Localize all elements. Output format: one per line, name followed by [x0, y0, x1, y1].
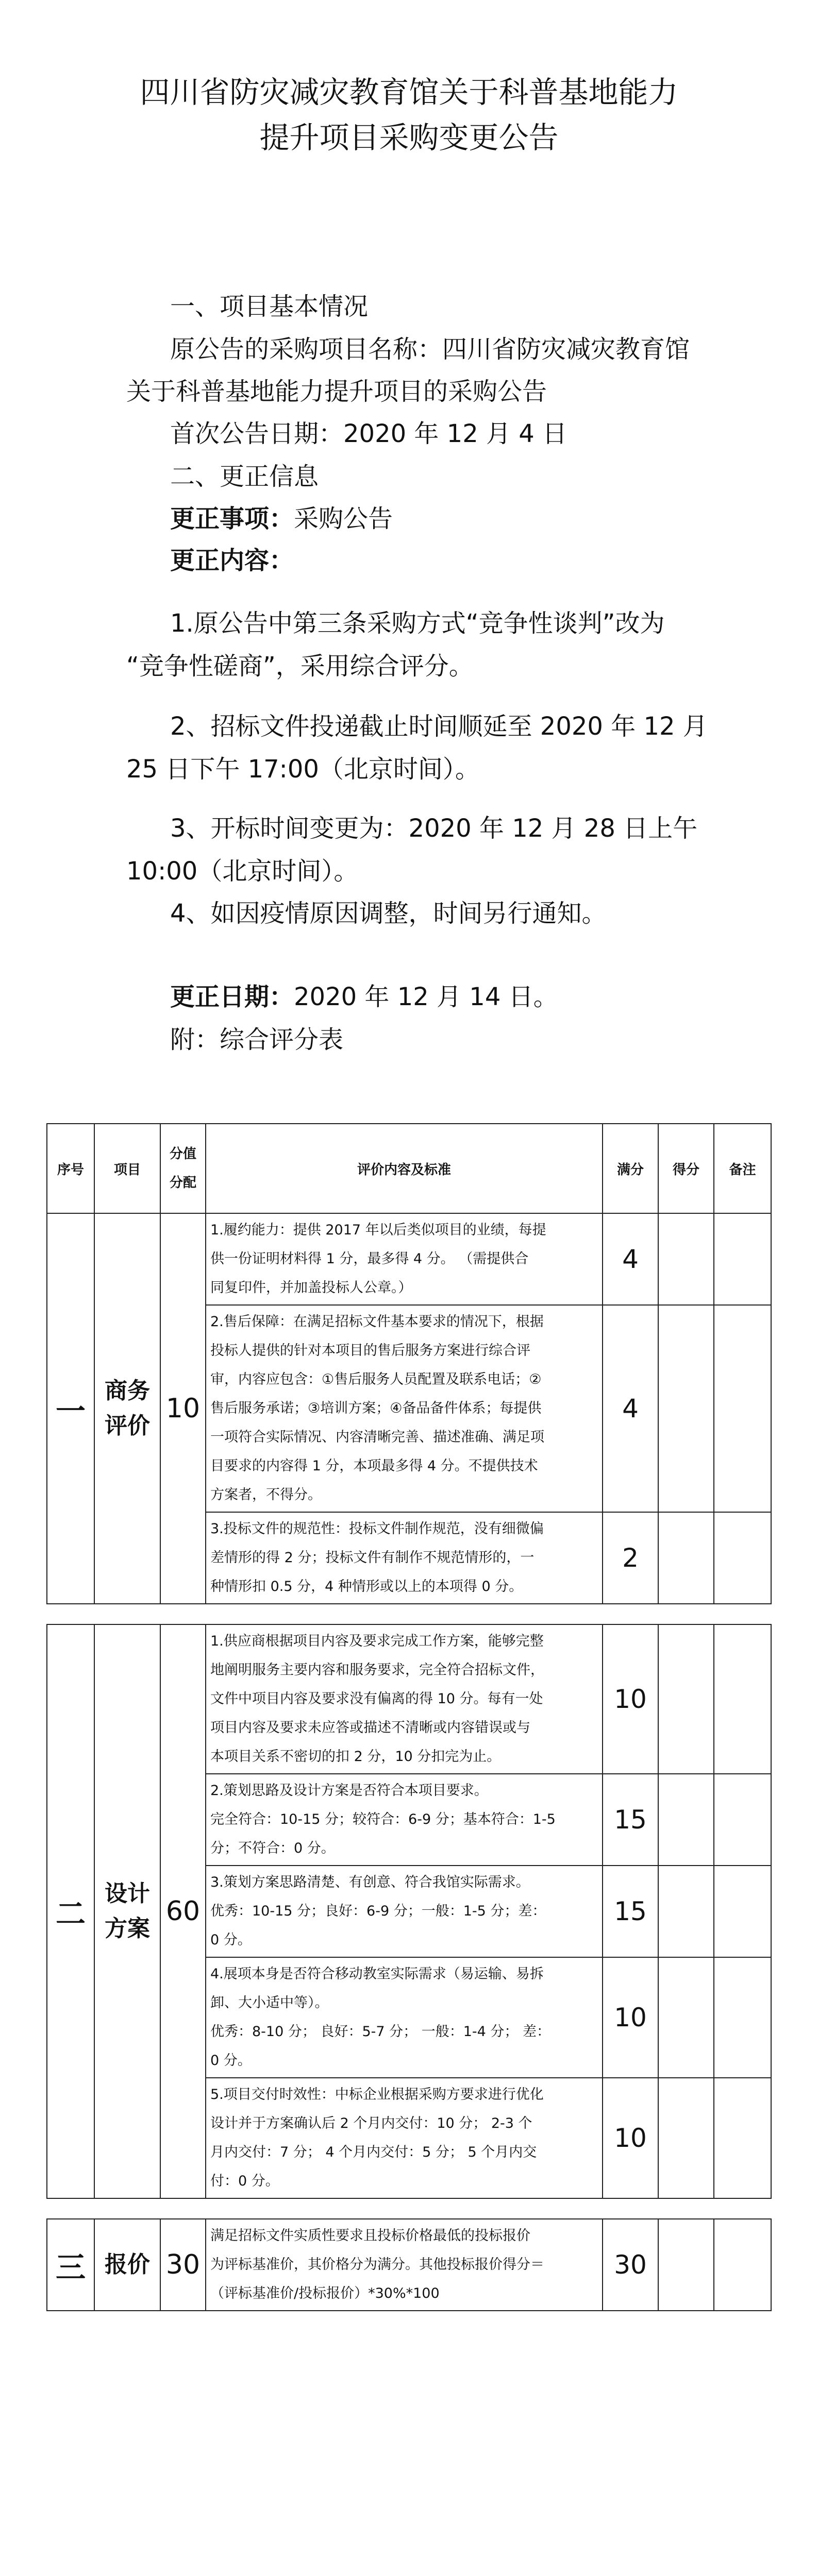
criterion-text: [206, 2078, 603, 2198]
header-no: 序号: [47, 1124, 94, 1213]
criterion-text: [206, 1512, 603, 1604]
header-full-score: 满分: [603, 1124, 658, 1213]
correction-item-label: 更正事项：: [170, 504, 294, 533]
change-2-line-2: 25 日下午 17:00（北京时间）。: [126, 755, 480, 784]
criterion-line: 4.展项本身是否符合移动教室实际需求（易运输、易拆: [210, 1966, 544, 1982]
full-score-value: 15: [603, 1866, 658, 1957]
section-spacer: [47, 1604, 771, 1624]
remark-cell: [714, 1957, 771, 2078]
section-2-heading: 二、更正信息: [170, 462, 319, 491]
header-points-line-2: 分配: [169, 1175, 196, 1191]
table-header-row: [47, 1124, 771, 1213]
full-score-value: 30: [603, 2219, 658, 2311]
criterion-line: 为评标基准价，其价格分为满分。其他投标报价得分＝: [210, 2257, 544, 2273]
attachment-note: 附：综合评分表: [170, 1025, 344, 1054]
change-2-line-1: 2、招标文件投递截止时间顺延至 2020 年 12 月: [170, 712, 708, 741]
section-spacer-row: [47, 1604, 771, 1624]
criterion-line: 文件中项目内容及要求没有偏离的得 10 分。每有一处: [210, 1691, 543, 1707]
section-points: 60: [160, 1624, 206, 2198]
remark-cell: [714, 2078, 771, 2198]
header-item: 项目: [94, 1124, 160, 1213]
criterion-line: 0 分。: [210, 1932, 252, 1948]
criterion-line: 3.投标文件的规范性：投标文件制作规范，没有细微偏: [210, 1521, 544, 1537]
section-number: 一: [47, 1213, 94, 1604]
score-cell: [658, 1774, 714, 1866]
criterion-line: 5.项目交付时效性：中标企业根据采购方要求进行优化: [210, 2087, 544, 2103]
score-cell: [658, 1213, 714, 1305]
table-row: [47, 1213, 771, 1305]
title-line-1: 四川省防灾减灾教育馆关于科普基地能力: [140, 75, 678, 110]
scoring-table-body: [47, 1213, 771, 2311]
remark-cell: [714, 2219, 771, 2311]
score-cell: [658, 1305, 714, 1512]
criterion-line: 付：0 分。: [210, 2173, 279, 2189]
criterion-line: 投标人提供的针对本项目的售后服务方案进行综合评: [210, 1343, 530, 1359]
remark-cell: [714, 1624, 771, 1774]
criterion-line: 2.策划思路及设计方案是否符合本项目要求。: [210, 1783, 488, 1799]
criterion-line: 3.策划方案思路清楚、有创意、符合我馆实际需求。: [210, 1874, 530, 1890]
criterion-line: 0 分。: [210, 2053, 252, 2069]
remark-cell: [714, 1305, 771, 1512]
correction-date: [170, 981, 558, 1012]
score-cell: [658, 2219, 714, 2311]
score-cell: [658, 1957, 714, 2078]
criterion-line: 审，内容应包含：①售后服务人员配置及联系电话；②: [210, 1371, 542, 1387]
section-name: [94, 2219, 160, 2311]
section-number: 二: [47, 1624, 94, 2198]
correction-item-value: 采购公告: [294, 504, 393, 533]
criterion-line: 优秀：10-15 分；良好：6-9 分；一般：1-5 分；差：: [210, 1903, 546, 1919]
remark-cell: [714, 1512, 771, 1604]
criterion-line: 一项符合实际情况、内容清晰完善、描述准确、满足项: [210, 1429, 544, 1445]
criterion-line: 地阐明服务主要内容和服务要求，完全符合招标文件，: [210, 1662, 544, 1678]
change-1-line-1: 1.原公告中第三条采购方式“竞争性谈判”改为: [170, 609, 665, 638]
change-3-line-1: 3、开标时间变更为：2020 年 12 月 28 日上午: [170, 814, 698, 843]
criterion-line: 卸、大小适中等）。: [210, 1995, 329, 2011]
criterion-line: 分；不符合：0 分。: [210, 1840, 335, 1856]
full-score-value: 10: [603, 2078, 658, 2198]
remark-cell: [714, 1866, 771, 1957]
section-points: 30: [160, 2219, 206, 2311]
criterion-line: 本项目关系不密切的扣 2 分，10 分扣完为止。: [210, 1749, 501, 1765]
criterion-line: 同复印件，并加盖投标人公章。）: [210, 1280, 412, 1296]
criterion-text: [206, 1305, 603, 1512]
header-remark: 备注: [714, 1124, 771, 1213]
remark-cell: [714, 1774, 771, 1866]
change-1-line-2: “竞争性磋商”，采用综合评分。: [126, 652, 474, 681]
section-1-heading: 一、项目基本情况: [170, 292, 369, 321]
section-spacer-row: [47, 2198, 771, 2219]
criterion-text: [206, 1866, 603, 1957]
correction-content-label: 更正内容：: [170, 546, 294, 575]
criterion-line: 优秀：8-10 分； 良好：5-7 分； 一般：1-4 分； 差：: [210, 2024, 550, 2040]
criterion-line: 设计并于方案确认后 2 个月内交付：10 分； 2-3 个: [210, 2115, 532, 2131]
criterion-line: 项目内容及要求未应答或描述不清晰或内容错误或与: [210, 1720, 530, 1736]
first-announcement-date: 首次公告日期：2020 年 12 月 4 日: [170, 419, 567, 448]
remark-cell: [714, 1213, 771, 1305]
score-cell: [658, 1512, 714, 1604]
correction-item: [170, 503, 393, 534]
score-cell: [658, 2078, 714, 2198]
full-score-value: 4: [603, 1305, 658, 1512]
criterion-line: 种情形扣 0.5 分，4 种情形或以上的本项得 0 分。: [210, 1579, 523, 1595]
title-line-2: 提升项目采购变更公告: [259, 120, 559, 155]
table-row: [47, 1624, 771, 1774]
score-cell: [658, 1624, 714, 1774]
section-name-line-1: 商务: [105, 1378, 150, 1404]
criterion-line: 2.售后保障：在满足招标文件基本要求的情况下，根据: [210, 1314, 544, 1330]
scoring-table: [46, 1123, 772, 2311]
criterion-line: 1.供应商根据项目内容及要求完成工作方案，能够完整: [210, 1633, 544, 1649]
section-spacer: [47, 2198, 771, 2219]
criterion-line: 1.履约能力：提供 2017 年以后类似项目的业绩，每提: [210, 1222, 546, 1238]
correction-date-label: 更正日期：: [170, 982, 294, 1011]
section-name-line-2: 评价: [105, 1413, 150, 1439]
correction-date-value: 2020 年 12 月 14 日。: [294, 982, 558, 1011]
criterion-line: （评标基准价/投标报价）*30%*100: [210, 2285, 440, 2301]
criterion-text: [206, 2219, 603, 2311]
full-score-value: 2: [603, 1512, 658, 1604]
score-cell: [658, 1866, 714, 1957]
full-score-value: 10: [603, 1957, 658, 2078]
criterion-line: 月内交付：7 分； 4 个月内交付：5 分； 5 个月内交: [210, 2144, 537, 2160]
criterion-text: [206, 1957, 603, 2078]
original-name-line-2: 关于科普基地能力提升项目的采购公告: [126, 377, 547, 406]
criterion-line: 供一份证明材料得 1 分，最多得 4 分。 （需提供合: [210, 1251, 529, 1267]
section-name-line-1: 报价: [105, 2251, 150, 2278]
header-points: [160, 1124, 206, 1213]
header-content: 评价内容及标准: [206, 1124, 603, 1213]
change-4: 4、如因疫情原因调整，时间另行通知。: [170, 899, 607, 928]
change-3-line-2: 10:00（北京时间）。: [126, 857, 359, 886]
table-row: [47, 2219, 771, 2311]
criterion-line: 售后服务承诺；③培训方案；④备品备件体系；每提供: [210, 1400, 542, 1416]
criterion-line: 满足招标文件实质性要求且投标价格最低的投标报价: [210, 2228, 530, 2244]
criterion-text: [206, 1774, 603, 1866]
section-number: 三: [47, 2219, 94, 2311]
section-name-line-1: 设计: [105, 1880, 150, 1907]
original-name-line-1: 原公告的采购项目名称：四川省防灾减灾教育馆: [170, 335, 690, 364]
criterion-line: 差情形的得 2 分；投标文件有制作不规范情形的，一: [210, 1550, 535, 1566]
criterion-text: [206, 1624, 603, 1774]
full-score-value: 15: [603, 1774, 658, 1866]
criterion-line: 方案者，不得分。: [210, 1487, 322, 1503]
criterion-text: [206, 1213, 603, 1305]
section-name-line-2: 方案: [105, 1916, 150, 1942]
header-points-line-1: 分值: [169, 1146, 196, 1162]
section-name: [94, 1624, 160, 2198]
section-name: [94, 1213, 160, 1604]
full-score-value: 10: [603, 1624, 658, 1774]
full-score-value: 4: [603, 1213, 658, 1305]
section-points: 10: [160, 1213, 206, 1604]
criterion-line: 完全符合：10-15 分；较符合：6-9 分；基本符合：1-5: [210, 1811, 556, 1827]
header-score: 得分: [658, 1124, 714, 1213]
criterion-line: 目要求的内容得 1 分，本项最多得 4 分。不提供技术: [210, 1458, 538, 1474]
